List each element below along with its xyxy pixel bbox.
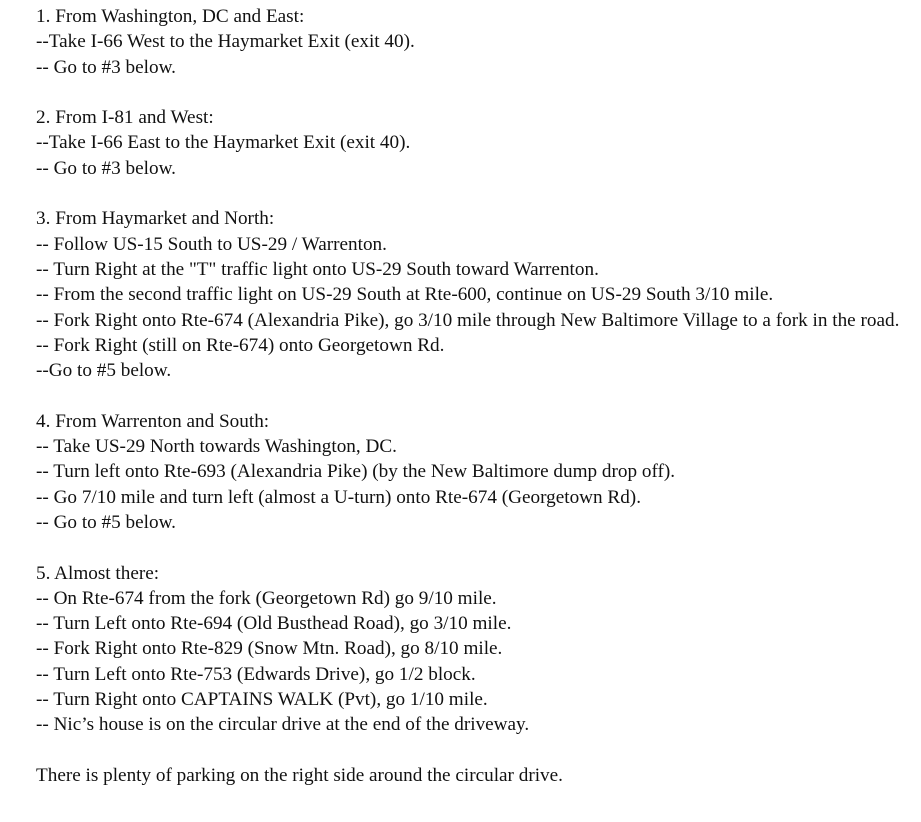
direction-step: -- Turn Right onto CAPTAINS WALK (Pvt), go 1/10 mile.: [36, 689, 488, 711]
direction-step: -- Go to #5 below.: [36, 511, 176, 533]
section-heading: 2. From I-81 and West:: [36, 107, 214, 129]
direction-step: --Take I-66 East to the Haymarket Exit (exit 40).: [36, 132, 411, 154]
section-almost-there: [36, 561, 906, 738]
direction-step: -- Go to #3 below.: [36, 157, 176, 179]
direction-step: --Take I-66 West to the Haymarket Exit (exit 40).: [36, 31, 415, 53]
direction-step: -- Nic’s house is on the circular drive at the end of the driveway.: [36, 714, 530, 736]
direction-step: -- Turn Left onto Rte-753 (Edwards Drive), go 1/2 block.: [36, 663, 476, 685]
direction-step: -- Go to #3 below.: [36, 56, 176, 78]
section-washington-dc-east: [36, 4, 906, 80]
section-heading: 4. From Warrenton and South:: [36, 410, 270, 432]
direction-step: -- Fork Right onto Rte-674 (Alexandria Pike), go 3/10 mile through New Baltimore Village to a fork in the road.: [36, 309, 900, 331]
parking-note: There is plenty of parking on the right side around the circular drive.: [36, 764, 563, 786]
direction-step: --Go to #5 below.: [36, 360, 172, 382]
direction-step: -- Turn Left onto Rte-694 (Old Busthead Road), go 3/10 mile.: [36, 613, 512, 635]
direction-step: -- Turn Right at the "T" traffic light onto US-29 South toward Warrenton.: [36, 258, 599, 280]
section-haymarket-north: [36, 206, 906, 383]
section-warrenton-south: [36, 409, 906, 535]
direction-step: -- On Rte-674 from the fork (Georgetown Rd) go 9/10 mile.: [36, 587, 497, 609]
section-heading: 5. Almost there:: [36, 562, 160, 584]
direction-step: -- Turn left onto Rte-693 (Alexandria Pike) (by the New Baltimore dump drop off).: [36, 461, 676, 483]
direction-step: -- Fork Right onto Rte-829 (Snow Mtn. Road), go 8/10 mile.: [36, 638, 503, 660]
direction-step: -- Go 7/10 mile and turn left (almost a U-turn) onto Rte-674 (Georgetown Rd).: [36, 486, 641, 508]
section-heading: 3. From Haymarket and North:: [36, 208, 275, 230]
directions-document: [36, 4, 906, 788]
section-heading: 1. From Washington, DC and East:: [36, 6, 305, 27]
direction-step: -- Follow US-15 South to US-29 / Warrenton.: [36, 233, 387, 255]
section-i81-west: [36, 105, 906, 181]
direction-step: -- Take US-29 North towards Washington, DC.: [36, 436, 397, 458]
direction-step: -- Fork Right (still on Rte-674) onto Georgetown Rd.: [36, 334, 445, 356]
direction-step: -- From the second traffic light on US-29 South at Rte-600, continue on US-29 South 3/10 mile.: [36, 284, 774, 306]
